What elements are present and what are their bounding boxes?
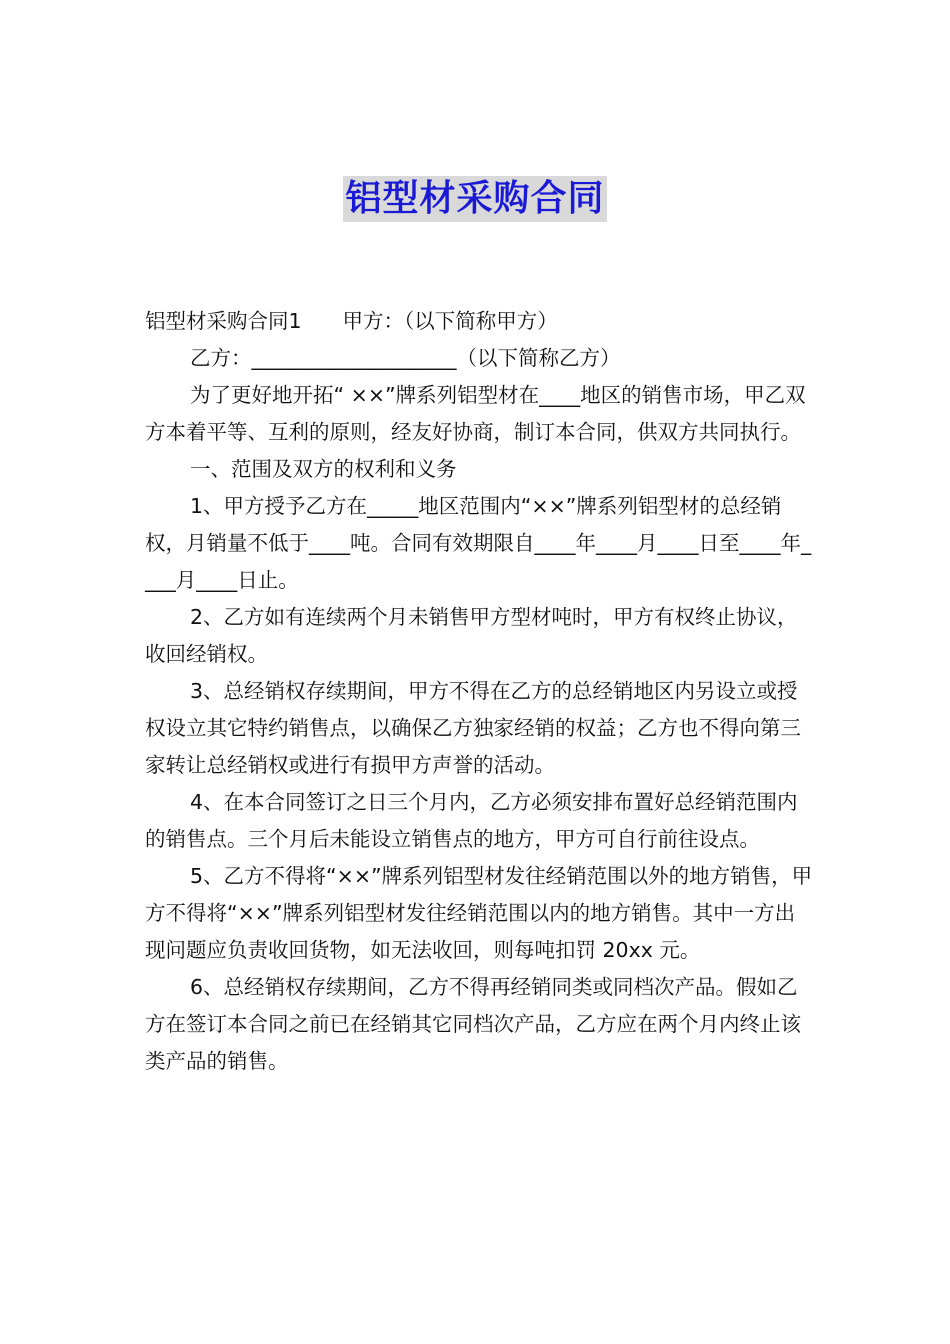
section-heading: 一、范围及双方的权利和义务: [190, 457, 457, 481]
clause-2: 2、乙方如有连续两个月未销售甲方型材吨时，甲方有权终止协议，收回经销权。: [145, 605, 798, 666]
clause-1: 1、甲方授予乙方在_____地区范围内“××”牌系列铝型材的总经销权，月销量不低于____吨。合同有效期限自____年____月____日至____年____月____日止。: [145, 494, 812, 592]
contract-body: [145, 303, 813, 1080]
party-b-line: 乙方：____________________（以下简称乙方）: [190, 346, 621, 370]
clause-6: 6、总经销权存续期间，乙方不得再经销同类或同档次产品。假如乙方在签订本合同之前已在经销其它同档次产品，乙方应在两个月内终止该类产品的销售。: [145, 975, 801, 1073]
contract-header-line: 铝型材采购合同1 甲方：（以下简称甲方）: [145, 309, 558, 333]
title-container: [0, 176, 950, 222]
document-title: 铝型材采购合同: [343, 176, 606, 222]
clause-3: 3、总经销权存续期间，甲方不得在乙方的总经销地区内另设立或授权设立其它特约销售点，以确保乙方独家经销的权益；乙方也不得向第三家转让总经销权或进行有损甲方声誉的活动。: [145, 679, 801, 777]
preamble-paragraph: 为了更好地开拓“ ××”牌系列铝型材在____地区的销售市场，甲乙双方本着平等、互利的原则，经友好协商，制订本合同，供双方共同执行。: [145, 383, 806, 444]
clause-4: 4、在本合同签订之日三个月内，乙方必须安排布置好总经销范围内的销售点。三个月后未能设立销售点的地方，甲方可自行前往设点。: [145, 790, 798, 851]
clause-5: 5、乙方不得将“××”牌系列铝型材发往经销范围以外的地方销售，甲方不得将“××”牌系列铝型材发往经销范围以内的地方销售。其中一方出现问题应负责收回货物，如无法收回，则每吨扣罚 20xx 元。: [145, 864, 813, 962]
